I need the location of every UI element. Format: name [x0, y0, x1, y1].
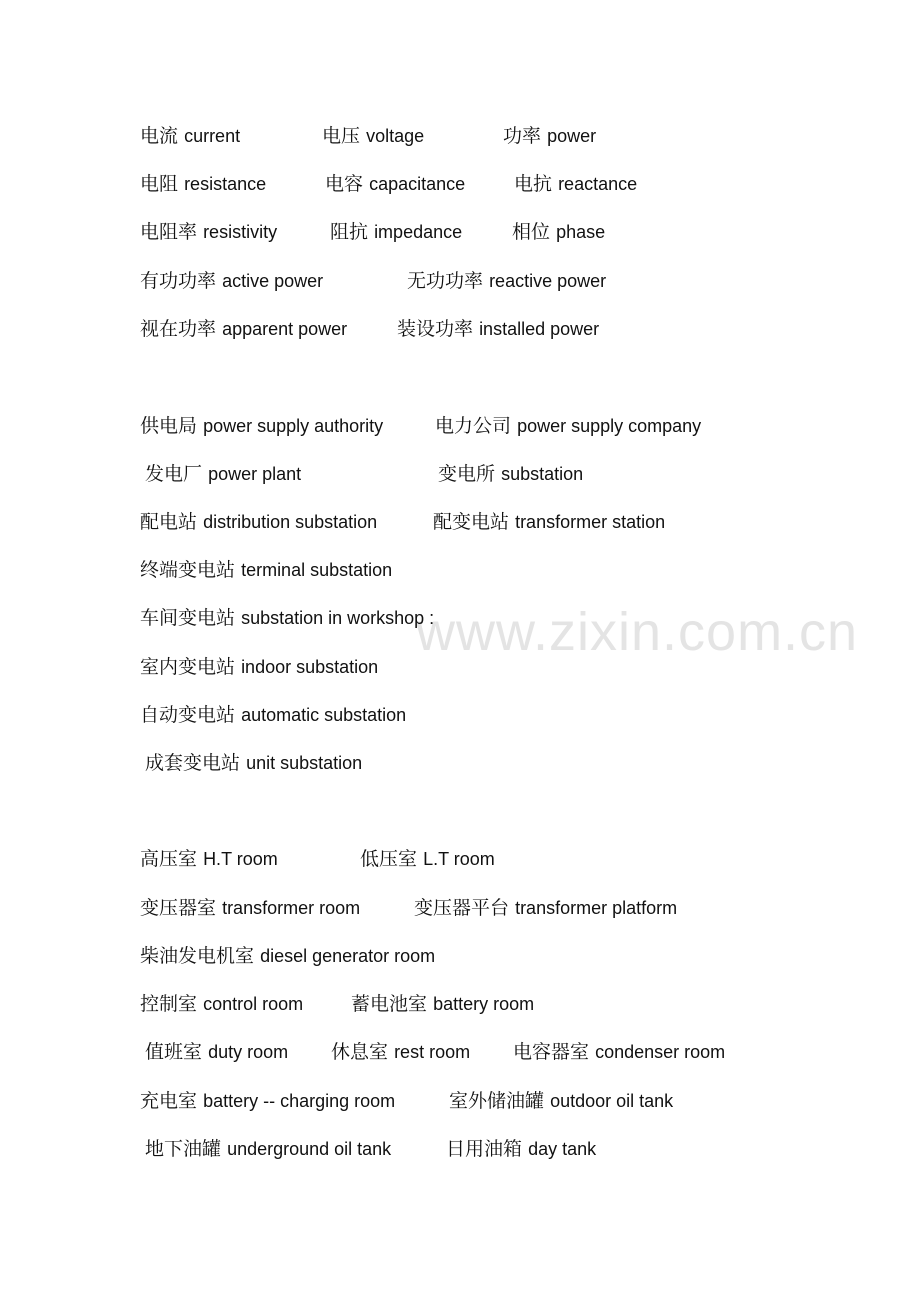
- term-line: [0, 411, 920, 441]
- term-condenser-room: 电容器室 condenser room: [513, 1041, 726, 1063]
- term-current: 电流 current: [140, 125, 241, 147]
- term-duty-room: 值班室 duty room: [145, 1041, 289, 1063]
- term-line: [0, 121, 920, 151]
- term-apparent-power: 视在功率 apparent power: [140, 318, 348, 340]
- term-line: [0, 266, 920, 296]
- term-automatic-substation: 自动变电站 automatic substation: [140, 704, 407, 726]
- term-line: [0, 555, 920, 585]
- term-reactive-power: 无功功率 reactive power: [407, 270, 607, 292]
- term-control-room: 控制室 control room: [140, 993, 304, 1015]
- term-transformer-station: 配变电站 transformer station: [433, 511, 666, 533]
- term-transformer-platform: 变压器平台 transformer platform: [414, 897, 678, 919]
- term-line: [0, 459, 920, 489]
- term-power-supply-company: 电力公司 power supply company: [435, 415, 702, 437]
- term-line: [0, 603, 920, 633]
- term-impedance: 阻抗 impedance: [330, 221, 463, 243]
- term-capacitance: 电容 capacitance: [325, 173, 466, 195]
- term-power-plant: 发电厂 power plant: [145, 463, 302, 485]
- term-line: [0, 652, 920, 682]
- term-phase: 相位 phase: [512, 221, 606, 243]
- term-indoor-substation: 室内变电站 indoor substation: [140, 656, 379, 678]
- term-unit-substation: 成套变电站 unit substation: [145, 752, 363, 774]
- term-resistivity: 电阻率 resistivity: [140, 221, 278, 243]
- term-substation-in-workshop: 车间变电站 substation in workshop :: [140, 607, 435, 629]
- term-battery-room: 蓄电池室 battery room: [351, 993, 535, 1015]
- term-voltage: 电压 voltage: [322, 125, 425, 147]
- term-line: [0, 169, 920, 199]
- term-power: 功率 power: [503, 125, 597, 147]
- term-terminal-substation: 终端变电站 terminal substation: [140, 559, 393, 581]
- term-day-tank: 日用油箱 day tank: [446, 1138, 597, 1160]
- term-line: [0, 941, 920, 971]
- term-diesel-generator-room: 柴油发电机室 diesel generator room: [140, 945, 436, 967]
- term-line: [0, 1086, 920, 1116]
- term-ht-room: 高压室 H.T room: [140, 848, 278, 870]
- term-line: [0, 1134, 920, 1164]
- term-line: [0, 844, 920, 874]
- term-line: [0, 989, 920, 1019]
- term-distribution-substation: 配电站 distribution substation: [140, 511, 378, 533]
- term-battery-charging-room: 充电室 battery -- charging room: [140, 1090, 396, 1112]
- term-line: [0, 700, 920, 730]
- term-reactance: 电抗 reactance: [514, 173, 638, 195]
- term-line: [0, 893, 920, 923]
- term-outdoor-oil-tank: 室外储油罐 outdoor oil tank: [449, 1090, 674, 1112]
- term-line: [0, 748, 920, 778]
- term-line: [0, 507, 920, 537]
- term-resistance: 电阻 resistance: [140, 173, 267, 195]
- term-line: [0, 217, 920, 247]
- term-line: [0, 314, 920, 344]
- term-installed-power: 装设功率 installed power: [397, 318, 600, 340]
- term-underground-oil-tank: 地下油罐 underground oil tank: [145, 1138, 392, 1160]
- term-lt-room: 低压室 L.T room: [360, 848, 495, 870]
- term-line: [0, 1037, 920, 1067]
- term-rest-room: 休息室 rest room: [331, 1041, 471, 1063]
- term-power-supply-authority: 供电局 power supply authority: [140, 415, 384, 437]
- term-substation: 变电所 substation: [438, 463, 584, 485]
- watermark: www.zixin.com.cn: [416, 602, 859, 662]
- term-transformer-room: 变压器室 transformer room: [140, 897, 361, 919]
- term-active-power: 有功功率 active power: [140, 270, 324, 292]
